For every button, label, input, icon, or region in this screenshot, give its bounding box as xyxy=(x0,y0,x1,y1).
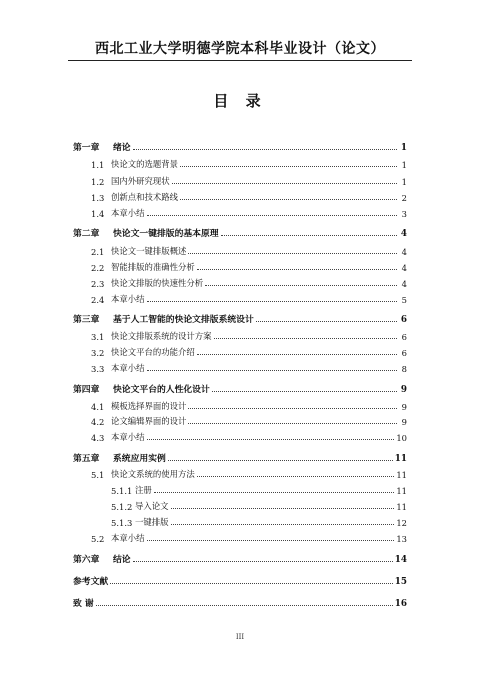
toc-entry-title: 基于人工智能的快论文排版系统设计 xyxy=(113,315,254,325)
dot-leader xyxy=(147,370,398,371)
toc-entry[interactable] xyxy=(73,155,407,170)
toc-entry-page: 4 xyxy=(401,263,407,273)
toc-entry-number: 第一章 xyxy=(73,143,100,153)
toc-entry-title: 本章小结 xyxy=(111,533,145,543)
toc-entry-title: 系统应用实例 xyxy=(113,454,166,464)
toc-entry[interactable] xyxy=(73,572,407,587)
toc-entry-number: 4.2 xyxy=(91,417,105,427)
toc-entry-title: 绪论 xyxy=(113,143,131,153)
dot-leader xyxy=(96,605,393,606)
toc-entry-number: 3.1 xyxy=(91,332,105,342)
dot-leader xyxy=(197,354,397,355)
toc-entry-page: 11 xyxy=(396,470,407,480)
toc-entry-page: 14 xyxy=(394,555,407,565)
dot-leader xyxy=(133,561,393,562)
toc-entry-page: 1 xyxy=(401,177,407,187)
dot-leader xyxy=(180,166,397,167)
dot-leader xyxy=(171,524,395,525)
dot-leader xyxy=(205,285,397,286)
dot-leader xyxy=(147,301,398,302)
toc-entry-page: 6 xyxy=(400,315,407,325)
toc-entry[interactable] xyxy=(73,594,407,609)
toc-entry[interactable] xyxy=(73,550,407,565)
toc-entry-title: 快论文一键排版概述 xyxy=(111,246,187,256)
toc-entry[interactable] xyxy=(73,204,407,219)
toc-entry-title: 论文编辑界面的设计 xyxy=(111,416,187,426)
toc-entry-page: 3 xyxy=(401,209,407,219)
toc-entry-number: 1.3 xyxy=(91,193,105,203)
toc-entry-number: 3.3 xyxy=(91,364,105,374)
toc-entry-page: 15 xyxy=(394,577,407,587)
dot-leader xyxy=(154,492,395,493)
toc-entry[interactable] xyxy=(73,380,407,395)
toc-entry-title: 导入论文 xyxy=(135,501,169,511)
toc-entry-page: 9 xyxy=(400,385,407,395)
toc-entry[interactable] xyxy=(73,412,407,427)
toc-entry[interactable] xyxy=(73,397,407,412)
toc-entry-title: 本章小结 xyxy=(111,432,145,442)
toc-entry-title: 快论文系统的使用方法 xyxy=(111,469,195,479)
toc-entry-number: 4.1 xyxy=(91,402,105,412)
toc-entry-page: 4 xyxy=(400,229,407,239)
toc-entry-title: 本章小结 xyxy=(111,294,145,304)
toc-entry-number: 5.1 xyxy=(91,470,105,480)
dot-leader xyxy=(256,321,397,322)
toc-entry[interactable] xyxy=(73,343,407,358)
toc-entry[interactable] xyxy=(73,274,407,289)
toc-entry-page: 11 xyxy=(396,486,407,496)
toc-entry[interactable] xyxy=(73,449,407,464)
toc-entry[interactable] xyxy=(73,497,407,512)
running-header: 西北工业大学明德学院本科毕业设计（论文） xyxy=(95,41,385,57)
toc-entry-page: 11 xyxy=(396,502,407,512)
toc-entry-title: 本章小结 xyxy=(111,363,145,373)
toc-entry-page: 16 xyxy=(394,599,407,609)
toc-entry-number: 致 谢 xyxy=(73,599,94,609)
toc-entry-page: 13 xyxy=(396,534,407,544)
toc-entry-number: 2.4 xyxy=(91,295,105,305)
toc-entry-number: 1.4 xyxy=(91,209,105,219)
toc-entry-page: 9 xyxy=(401,417,407,427)
dot-leader xyxy=(172,183,397,184)
dot-leader xyxy=(147,215,398,216)
dot-leader xyxy=(188,253,397,254)
toc-entry[interactable] xyxy=(73,310,407,325)
toc-entry-title: 模板选择界面的设计 xyxy=(111,401,187,411)
toc-entry-page: 11 xyxy=(394,454,407,464)
toc-entry-title: 结论 xyxy=(113,555,131,565)
toc-entry[interactable] xyxy=(73,290,407,305)
toc-title: 目 录 xyxy=(213,92,267,110)
toc-entry-number: 1.2 xyxy=(91,177,105,187)
dot-leader xyxy=(214,338,398,339)
toc-entry-page: 2 xyxy=(401,193,407,203)
toc-entry[interactable] xyxy=(73,188,407,203)
dot-leader xyxy=(147,439,395,440)
dot-leader xyxy=(197,476,395,477)
toc-entry-title: 智能排版的准确性分析 xyxy=(111,262,195,272)
toc-entry-page: 9 xyxy=(401,402,407,412)
toc-entry-title: 快论文排版系统的设计方案 xyxy=(111,331,212,341)
toc-entry-page: 12 xyxy=(396,518,407,528)
dot-leader xyxy=(188,408,397,409)
dot-leader xyxy=(168,460,393,461)
toc-entry-number: 第三章 xyxy=(73,315,100,325)
toc-entry[interactable] xyxy=(73,327,407,342)
toc-entry-number: 4.3 xyxy=(91,433,105,443)
toc-entry-number: 第二章 xyxy=(73,229,100,239)
header-rule xyxy=(68,60,412,61)
toc-entry[interactable] xyxy=(73,529,407,544)
toc-entry[interactable] xyxy=(73,465,407,480)
toc-entry[interactable] xyxy=(73,224,407,239)
toc-entry[interactable] xyxy=(73,242,407,257)
dot-leader xyxy=(180,199,397,200)
toc-entry-title: 一键排版 xyxy=(135,517,169,527)
toc-entry[interactable] xyxy=(73,513,407,528)
dot-leader xyxy=(197,269,397,270)
dot-leader xyxy=(212,391,397,392)
toc-entry-title: 快论文平台的人性化设计 xyxy=(113,385,210,395)
toc-entry-title: 本章小结 xyxy=(111,208,145,218)
toc-entry[interactable] xyxy=(73,172,407,187)
toc-entry[interactable] xyxy=(73,428,407,443)
toc-entry-number: 1.1 xyxy=(91,160,105,170)
toc-entry-number: 5.1.1 xyxy=(111,486,133,496)
toc-entry-title: 快论文平台的功能介绍 xyxy=(111,347,195,357)
toc-entry-number: 2.2 xyxy=(91,263,105,273)
toc-entry-number: 5.1.3 xyxy=(111,518,133,528)
dot-leader xyxy=(110,583,393,584)
toc-entry-number: 2.1 xyxy=(91,247,105,257)
toc-entry-page: 1 xyxy=(400,143,407,153)
toc-entry[interactable] xyxy=(73,359,407,374)
toc-entry-number: 参考文献 xyxy=(73,577,109,587)
toc-entry-title: 创新点和技术路线 xyxy=(111,192,178,202)
dot-leader xyxy=(188,423,397,424)
page-number: III xyxy=(235,633,245,641)
toc-entry-title: 注册 xyxy=(135,485,152,495)
toc-entry-number: 5.1.2 xyxy=(111,502,133,512)
toc-entry-page: 4 xyxy=(401,279,407,289)
dot-leader xyxy=(147,540,395,541)
toc-entry-number: 第四章 xyxy=(73,385,100,395)
toc-entry-page: 10 xyxy=(396,433,407,443)
toc-entry-number: 2.3 xyxy=(91,279,105,289)
toc-entry[interactable] xyxy=(73,138,407,153)
toc-entry-page: 6 xyxy=(401,332,407,342)
toc-entry-page: 4 xyxy=(401,247,407,257)
toc-entry-page: 8 xyxy=(401,364,407,374)
toc-entry-number: 第五章 xyxy=(73,454,100,464)
dot-leader xyxy=(133,149,397,150)
toc-entry-number: 第六章 xyxy=(73,555,100,565)
dot-leader xyxy=(171,508,395,509)
toc-entry[interactable] xyxy=(73,481,407,496)
toc-entry-page: 1 xyxy=(401,160,407,170)
toc-entry-title: 快论文的选题背景 xyxy=(111,159,178,169)
toc-entry-page: 6 xyxy=(401,348,407,358)
toc-entry-page: 5 xyxy=(401,295,407,305)
toc-entry-number: 3.2 xyxy=(91,348,105,358)
toc-entry[interactable] xyxy=(73,258,407,273)
toc-entry-number: 5.2 xyxy=(91,534,105,544)
dot-leader xyxy=(221,235,397,236)
toc-entry-title: 国内外研究现状 xyxy=(111,176,170,186)
toc-entry-title: 快论文排版的快速性分析 xyxy=(111,278,204,288)
toc-entry-title: 快论文一键排版的基本原理 xyxy=(113,229,219,239)
